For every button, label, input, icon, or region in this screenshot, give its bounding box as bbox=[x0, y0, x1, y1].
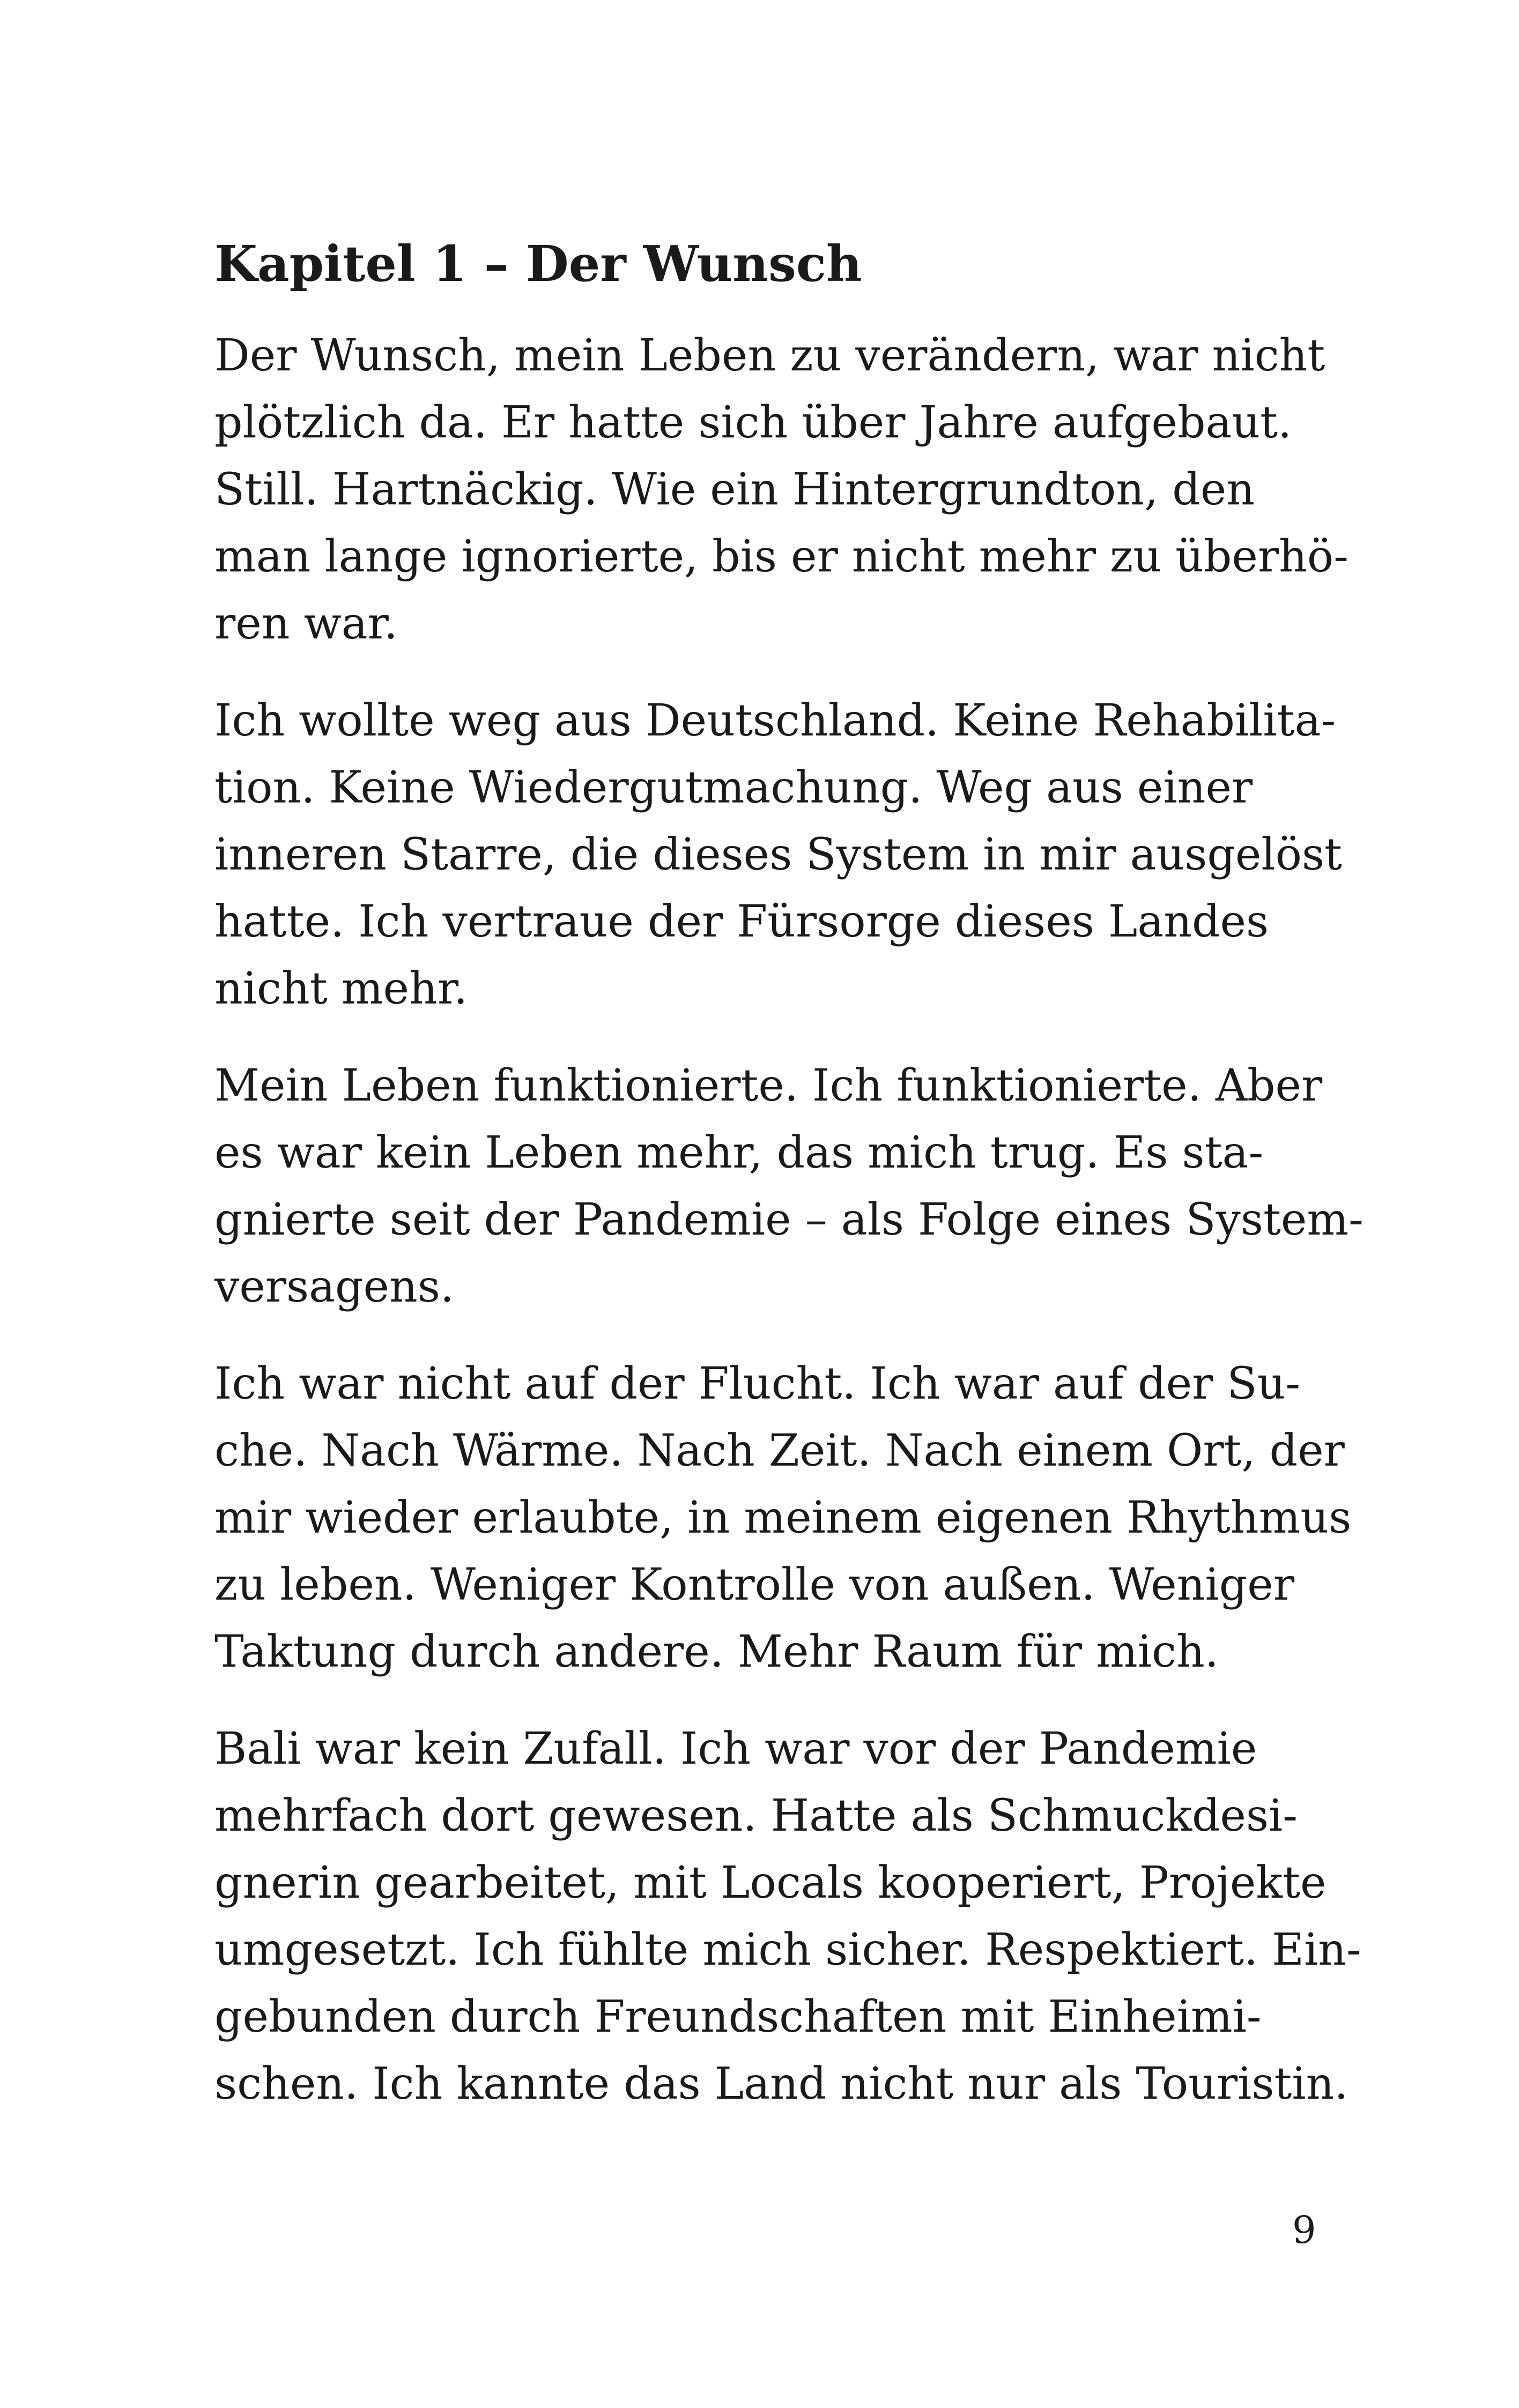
text-line: Ich wollte weg aus Deutschland. Keine Rehabilita- bbox=[214, 695, 1336, 746]
text-line: Still. Hartnäckig. Wie ein Hintergrundton, den bbox=[214, 464, 1255, 515]
page-number: 9 bbox=[1292, 2208, 1316, 2252]
paragraph-3 bbox=[214, 1052, 1364, 1320]
text-line: gebunden durch Freundschaften mit Einheimi- bbox=[214, 1991, 1262, 2042]
text-line: Bali war kein Zufall. Ich war vor der Pandemie bbox=[214, 1723, 1257, 1774]
text-line: Der Wunsch, mein Leben zu verändern, war nicht bbox=[214, 330, 1325, 381]
chapter-title: Kapitel 1 – Der Wunsch bbox=[214, 235, 862, 293]
paragraph-1 bbox=[214, 322, 1348, 657]
text-line: plötzlich da. Er hatte sich über Jahre aufgebaut. bbox=[214, 397, 1292, 448]
text-line: che. Nach Wärme. Nach Zeit. Nach einem Ort, der bbox=[214, 1425, 1345, 1476]
text-line: schen. Ich kannte das Land nicht nur als Touristin. bbox=[214, 2058, 1348, 2109]
text-line: versagens. bbox=[214, 1261, 454, 1312]
text-line: tion. Keine Wiedergutmachung. Weg aus einer bbox=[214, 762, 1253, 813]
paragraph-2 bbox=[214, 687, 1343, 1022]
text-block bbox=[214, 231, 1364, 2147]
text-line: man lange ignorierte, bis er nicht mehr zu überhö- bbox=[214, 531, 1348, 582]
text-line: gnierte seit der Pandemie – als Folge eines System- bbox=[214, 1194, 1364, 1245]
text-line: gnerin gearbeitet, mit Locals kooperiert, Projekte bbox=[214, 1857, 1327, 1908]
text-line: ren war. bbox=[214, 598, 398, 649]
paragraph-5 bbox=[214, 1715, 1361, 2117]
text-line: mir wieder erlaubte, in meinem eigenen Rhythmus bbox=[214, 1492, 1352, 1543]
text-line: zu leben. Weniger Kontrolle von außen. Weniger bbox=[214, 1559, 1294, 1610]
text-line: nicht mehr. bbox=[214, 963, 468, 1014]
text-line: Mein Leben funktionierte. Ich funktionierte. Aber bbox=[214, 1060, 1323, 1111]
paragraph-4 bbox=[214, 1350, 1352, 1685]
text-line: Taktung durch andere. Mehr Raum für mich. bbox=[214, 1626, 1219, 1677]
text-line: hatte. Ich vertraue der Fürsorge dieses Landes bbox=[214, 896, 1269, 947]
text-line: es war kein Leben mehr, das mich trug. Es sta- bbox=[214, 1127, 1264, 1178]
text-line: umgesetzt. Ich fühlte mich sicher. Respektiert. Ein- bbox=[214, 1924, 1361, 1975]
text-line: Ich war nicht auf der Flucht. Ich war auf der Su- bbox=[214, 1358, 1301, 1409]
text-line: mehrfach dort gewesen. Hatte als Schmuckdesi- bbox=[214, 1790, 1298, 1841]
text-line: inneren Starre, die dieses System in mir ausgelöst bbox=[214, 829, 1343, 880]
